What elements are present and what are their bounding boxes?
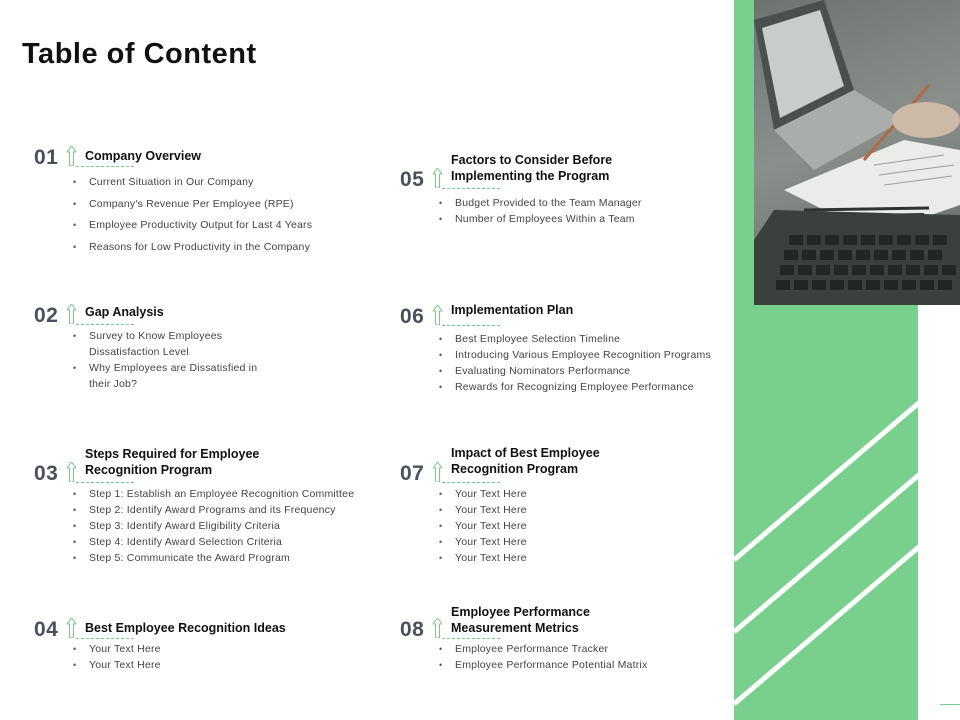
up-arrow-icon <box>433 618 442 638</box>
list-item: • Why Employees are Dissatisfied in their Job? <box>73 360 263 392</box>
section-heading: Steps Required for Employee Recognition Program <box>85 447 260 477</box>
up-arrow-icon <box>433 305 442 325</box>
up-arrow-icon <box>67 146 76 166</box>
up-arrow-icon <box>433 462 442 482</box>
list-item: • Your Text Here <box>439 502 729 518</box>
list-item: • Your Text Here <box>73 641 373 657</box>
section-number: 08 <box>400 618 425 641</box>
list-item: • Employee Productivity Output for Last 4 Years <box>73 215 373 237</box>
section-bullet-list <box>439 486 729 566</box>
list-item: • Step 3: Identify Award Eligibility Criteria <box>73 518 383 534</box>
list-item: • Budget Provided to the Team Manager <box>439 195 729 211</box>
list-item: • Rewards for Recognizing Employee Performance <box>439 379 734 395</box>
list-item: • Introducing Various Employee Recognition Programs <box>439 347 734 363</box>
decorative-line <box>940 704 960 705</box>
section-heading: Gap Analysis <box>85 305 164 319</box>
section-bullet-list <box>439 195 729 227</box>
up-arrow-icon <box>433 168 442 188</box>
section-number: 02 <box>34 304 59 327</box>
section-divider <box>442 638 500 639</box>
list-item: • Survey to Know Employees Dissatisfaction Level <box>73 328 263 360</box>
section-bullet-list <box>73 172 373 258</box>
page-title: Table of Content <box>22 38 257 70</box>
list-item: • Step 1: Establish an Employee Recognition Committee <box>73 486 383 502</box>
list-item: • Employee Performance Potential Matrix <box>439 657 729 673</box>
list-item: • Your Text Here <box>73 657 373 673</box>
section-divider <box>76 324 134 325</box>
section-heading: Impact of Best Employee Recognition Program <box>451 446 600 476</box>
up-arrow-icon <box>67 304 76 324</box>
section-number: 06 <box>400 305 425 328</box>
list-item: • Employee Performance Tracker <box>439 641 729 657</box>
section-heading: Implementation Plan <box>451 303 574 317</box>
section-divider <box>76 482 134 483</box>
list-item: • Step 4: Identify Award Selection Criteria <box>73 534 383 550</box>
list-item: • Your Text Here <box>439 518 729 534</box>
section-heading: Employee Performance Measurement Metrics <box>451 605 590 635</box>
section-number: 01 <box>34 146 59 169</box>
section-heading: Company Overview <box>85 149 202 163</box>
laptop-photo <box>754 0 960 305</box>
section-divider <box>442 325 500 326</box>
section-heading: Factors to Consider Before Implementing the Program <box>451 153 613 183</box>
section-number: 07 <box>400 462 425 485</box>
section-bullet-list <box>73 328 263 392</box>
section-bullet-list <box>439 331 734 395</box>
up-arrow-icon <box>67 462 76 482</box>
decorative-white-strip <box>918 305 960 720</box>
list-item: • Step 5: Communicate the Award Program <box>73 550 383 566</box>
section-number: 03 <box>34 462 59 485</box>
section-bullet-list <box>73 641 373 673</box>
list-item: • Company's Revenue Per Employee (RPE) <box>73 194 373 216</box>
section-number: 05 <box>400 168 425 191</box>
section-bullet-list <box>73 486 383 566</box>
up-arrow-icon <box>67 618 76 638</box>
list-item: • Current Situation in Our Company <box>73 172 373 194</box>
section-heading: Best Employee Recognition Ideas <box>85 621 286 635</box>
list-item: • Your Text Here <box>439 534 729 550</box>
list-item: • Number of Employees Within a Team <box>439 211 729 227</box>
section-divider <box>442 188 500 189</box>
section-divider <box>442 482 500 483</box>
section-divider <box>76 166 134 167</box>
section-number: 04 <box>34 618 59 641</box>
list-item: • Reasons for Low Productivity in the Company <box>73 237 373 259</box>
section-bullet-list <box>439 641 729 673</box>
list-item: • Best Employee Selection Timeline <box>439 331 734 347</box>
list-item: • Your Text Here <box>439 486 729 502</box>
list-item: • Step 2: Identify Award Programs and its Frequency <box>73 502 383 518</box>
section-divider <box>76 638 134 639</box>
list-item: • Your Text Here <box>439 550 729 566</box>
list-item: • Evaluating Nominators Performance <box>439 363 734 379</box>
